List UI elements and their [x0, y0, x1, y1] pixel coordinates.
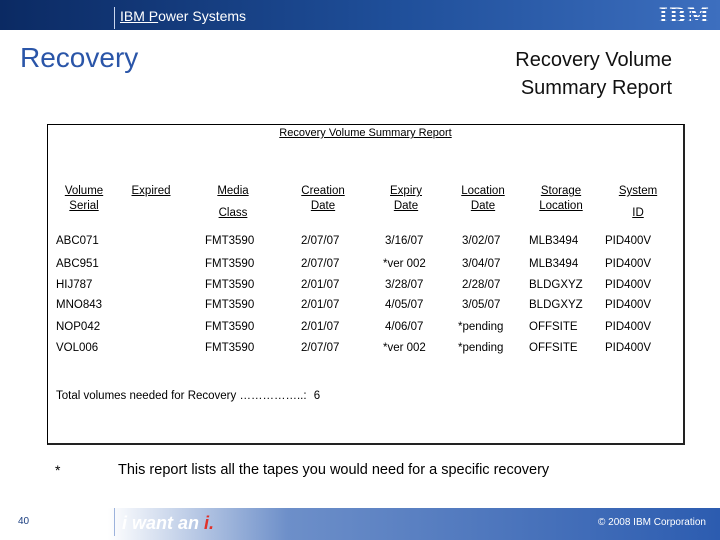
- tagline: i want an i.: [122, 513, 215, 533]
- header-system-id: System ID: [618, 185, 658, 219]
- header-storage-location: Storage Location: [539, 185, 583, 212]
- ibm-logo: IBM: [658, 3, 710, 27]
- report-heading: Recovery Volume Summary Report: [515, 49, 672, 99]
- footnote-text: This report lists all the tapes you would need for a specific recovery: [118, 462, 550, 478]
- report-panel: Recovery Volume Summary Report Volume Serial Expired Media Class Creation Date Expiry Date Location Date Storage Location System ID ABC071 FMT3590 2/07/07 3/16/07 3/02/07 MLB3494 PID400V ABC951 FMT3590 2/07/07 *ver 002 3/04/07 MLB3494 PID400V HIJ787 FMT3590 2/01/07 3/28/07 2/28/07 BLDGXYZ PID400V MNO843 FMT3590 2/01/07 4/05/07 3/05/07 BLDGXYZ PID400V NOP042 FMT3590 2/01/07 4/06/07 *pending OFFSITE PID400V VOL006 FMT3590 2/07/07 *ver 002 *pending OFFSITE PID400V Total volumes needed for Recovery ……………..: 6: [47, 124, 685, 445]
- footnote-marker: *: [55, 462, 61, 478]
- banner-divider: [114, 7, 115, 29]
- page-number: 40: [18, 516, 30, 527]
- top-banner: [0, 0, 720, 30]
- header-media-class: Media Class: [217, 185, 249, 219]
- header-volume-serial: Volume Serial: [64, 185, 104, 212]
- footer-divider: [114, 508, 115, 536]
- report-caption: Recovery Volume Summary Report: [279, 127, 452, 139]
- slide-title: Recovery: [20, 42, 139, 73]
- total-volumes: Total volumes needed for Recovery ……………..: 6: [56, 390, 321, 402]
- header-expiry-date: Expiry Date: [390, 185, 422, 212]
- header-location-date: Location Date: [461, 185, 505, 212]
- brand-label: IBM Power Systems: [120, 8, 247, 24]
- header-expired: Expired: [131, 185, 171, 197]
- header-creation-date: Creation Date: [301, 185, 345, 212]
- copyright-notice: © 2008 IBM Corporation: [598, 517, 706, 528]
